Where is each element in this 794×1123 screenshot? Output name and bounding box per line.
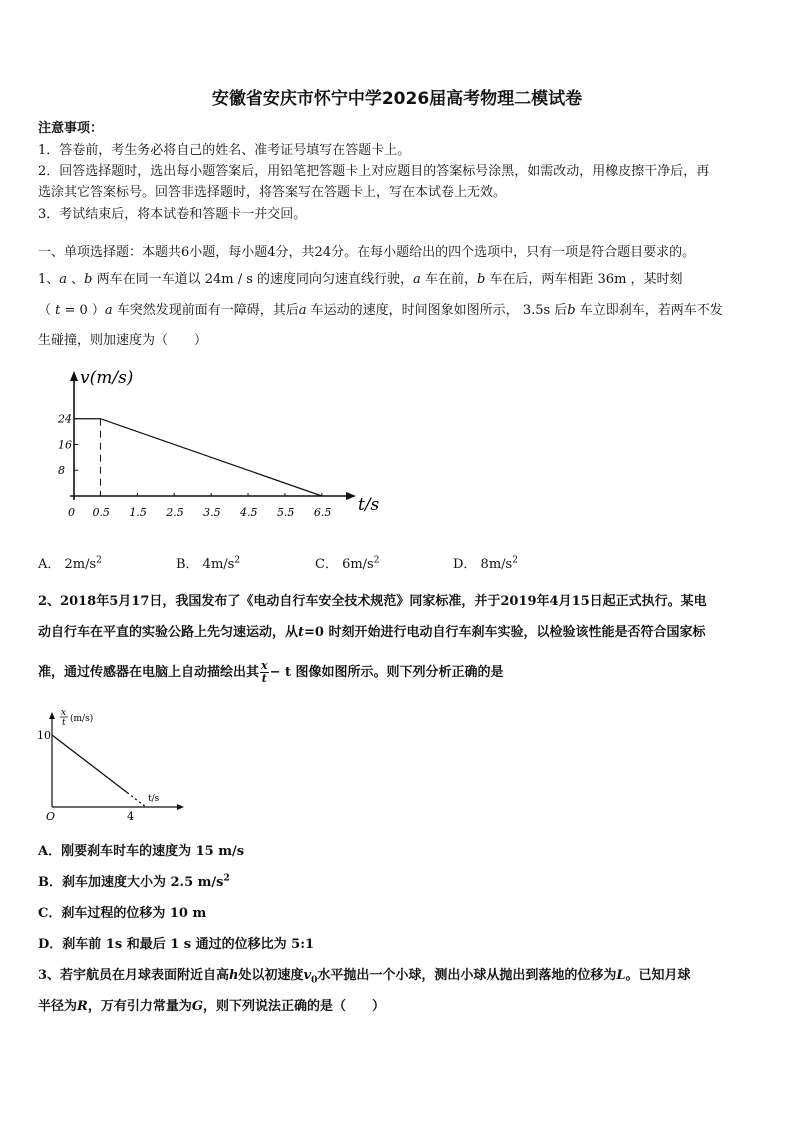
q2-xtick-4: 4: [127, 810, 134, 823]
q1-x-arrow: [346, 492, 356, 500]
q2-option-a[interactable]: A．刚要刹车时车的速度为 15 m/s: [38, 844, 245, 859]
q1-option-b[interactable]: B． $4m/s^2$: [176, 555, 241, 572]
section-header: 一、单项选择题：本题共6小题，每小题4分，共24分。在每小题给出的四个选项中，只有一项是符合题目要求的。: [38, 245, 696, 260]
notice-item-1: 1．答卷前，考生务必将自己的姓名、准考证号填写在答题卡上。: [38, 143, 411, 158]
q1-series-line: [74, 419, 322, 496]
q1-xtick-label-5.5: 5.5: [276, 506, 295, 519]
q2-series-dotted: [127, 793, 146, 807]
q1-ytick-label-8: 8: [58, 464, 65, 478]
q3-line2: 半径为R，万有引力常量为G，则下列说法正确的是（ ）: [38, 999, 385, 1014]
notice-header: 注意事项：: [38, 121, 104, 136]
q2-x-label: t/s: [148, 794, 160, 804]
q1-option-d[interactable]: D． $8m/s^2$: [453, 555, 518, 572]
q2-xtick-origin: O: [46, 810, 56, 823]
q1-xtick-label-4.5: 4.5: [240, 506, 258, 519]
page-title: 安徽省安庆市怀宁中学2026届高考物理二模试卷: [211, 89, 583, 109]
q2-y-label-den: t: [62, 718, 66, 728]
q2-option-d[interactable]: D．刹车前 1s 和最后 1 s 通过的位移比为 5:1: [38, 937, 315, 952]
q1-ytick-label-16: 16: [58, 438, 72, 452]
notice-item-2-cont: 选涂其它答案标号。回答非选择题时，将答案写在答题卡上，写在本试卷上无效。: [38, 185, 507, 200]
q1-vt-chart: [50, 365, 390, 535]
q2-y-arrow: [49, 712, 55, 719]
q2-option-c[interactable]: C．刹车过程的位移为 10 m: [38, 906, 207, 921]
q1-ytick-label-24: 24: [58, 412, 72, 426]
q3-line1: 3、若宇航员在月球表面附近自高h处以初速度$v_0$水平抛出一个小球，测出小球从抛出到落地的位移为L。已知月球: [38, 968, 691, 986]
q2-ytick-10: 10: [37, 729, 51, 742]
notice-item-2: 2．回答选择题时，选出每小题答案后，用铅笔把答题卡上对应题目的答案标号涂黑，如需改动，用橡皮擦干净后，再: [38, 164, 710, 179]
q2-line3: 准，通过传感器在电脑上自动描绘出其 $\frac{x}{t}$ − t 图像如图所示。则下列分析正确的是: [38, 659, 504, 685]
q1-xtick-label-6.5: 6.5: [313, 506, 332, 519]
q1-xtick-label-2.5: 2.5: [166, 506, 184, 519]
q1-option-c[interactable]: C． $6m/s^2$: [315, 555, 380, 572]
q1-line2: （ 𝑡 = 0 ）𝑎 车突然发现前面有一障碍，其后𝑎 车运动的速度，时间图象如图所示， 3.5s 后𝑏 车立即刹车，若两车不发: [38, 303, 723, 318]
q2-series-solid: [52, 735, 127, 793]
q1-xtick-label-1.5: 1.5: [129, 506, 147, 519]
q2-line1: 2、2018年5月17日，我国发布了《电动自行车安全技术规范》同家标准，并于2019年4月15日起正式执行。某电: [38, 594, 707, 609]
q1-line1: 1、𝑎 、𝑏 两车在同一车道以 24m / s 的速度同向匀速直线行驶，𝑎 车在前，𝑏 车在后，两车相距 36m ，某时刻: [38, 272, 683, 287]
q2-option-b[interactable]: B．刹车加速度大小为 2.5 $m/s^2$: [38, 873, 230, 890]
q2-xt-chart: [34, 706, 184, 826]
q1-y-arrow: [70, 371, 78, 381]
q1-option-a[interactable]: A． $2m/s^2$: [38, 555, 102, 572]
q1-xtick-label-0.5: 0.5: [92, 506, 110, 519]
q1-xtick-label-3.5: 3.5: [203, 506, 221, 519]
q2-fraction: $\frac{x}{t}$: [261, 659, 268, 685]
q2-y-label-num: x: [61, 708, 67, 718]
notice-item-3: 3．考试结束后，将本试卷和答题卡一并交回。: [38, 207, 307, 222]
q2-x-arrow: [177, 804, 184, 810]
q1-line3: 生碰撞，则加速度为（ ）: [38, 333, 208, 348]
q1-x-label: t/s: [358, 495, 380, 515]
q2-line2: 动自行车在平直的实验公路上先匀速运动，从t=0 时刻开始进行电动自行车刹车实验，以检验该性能是否符合国家标: [38, 625, 706, 640]
q2-y-label-unit: (m/s): [70, 714, 94, 724]
q1-y-label: v(m/s): [80, 368, 134, 388]
q1-xtick-label-0: 0: [68, 506, 75, 519]
